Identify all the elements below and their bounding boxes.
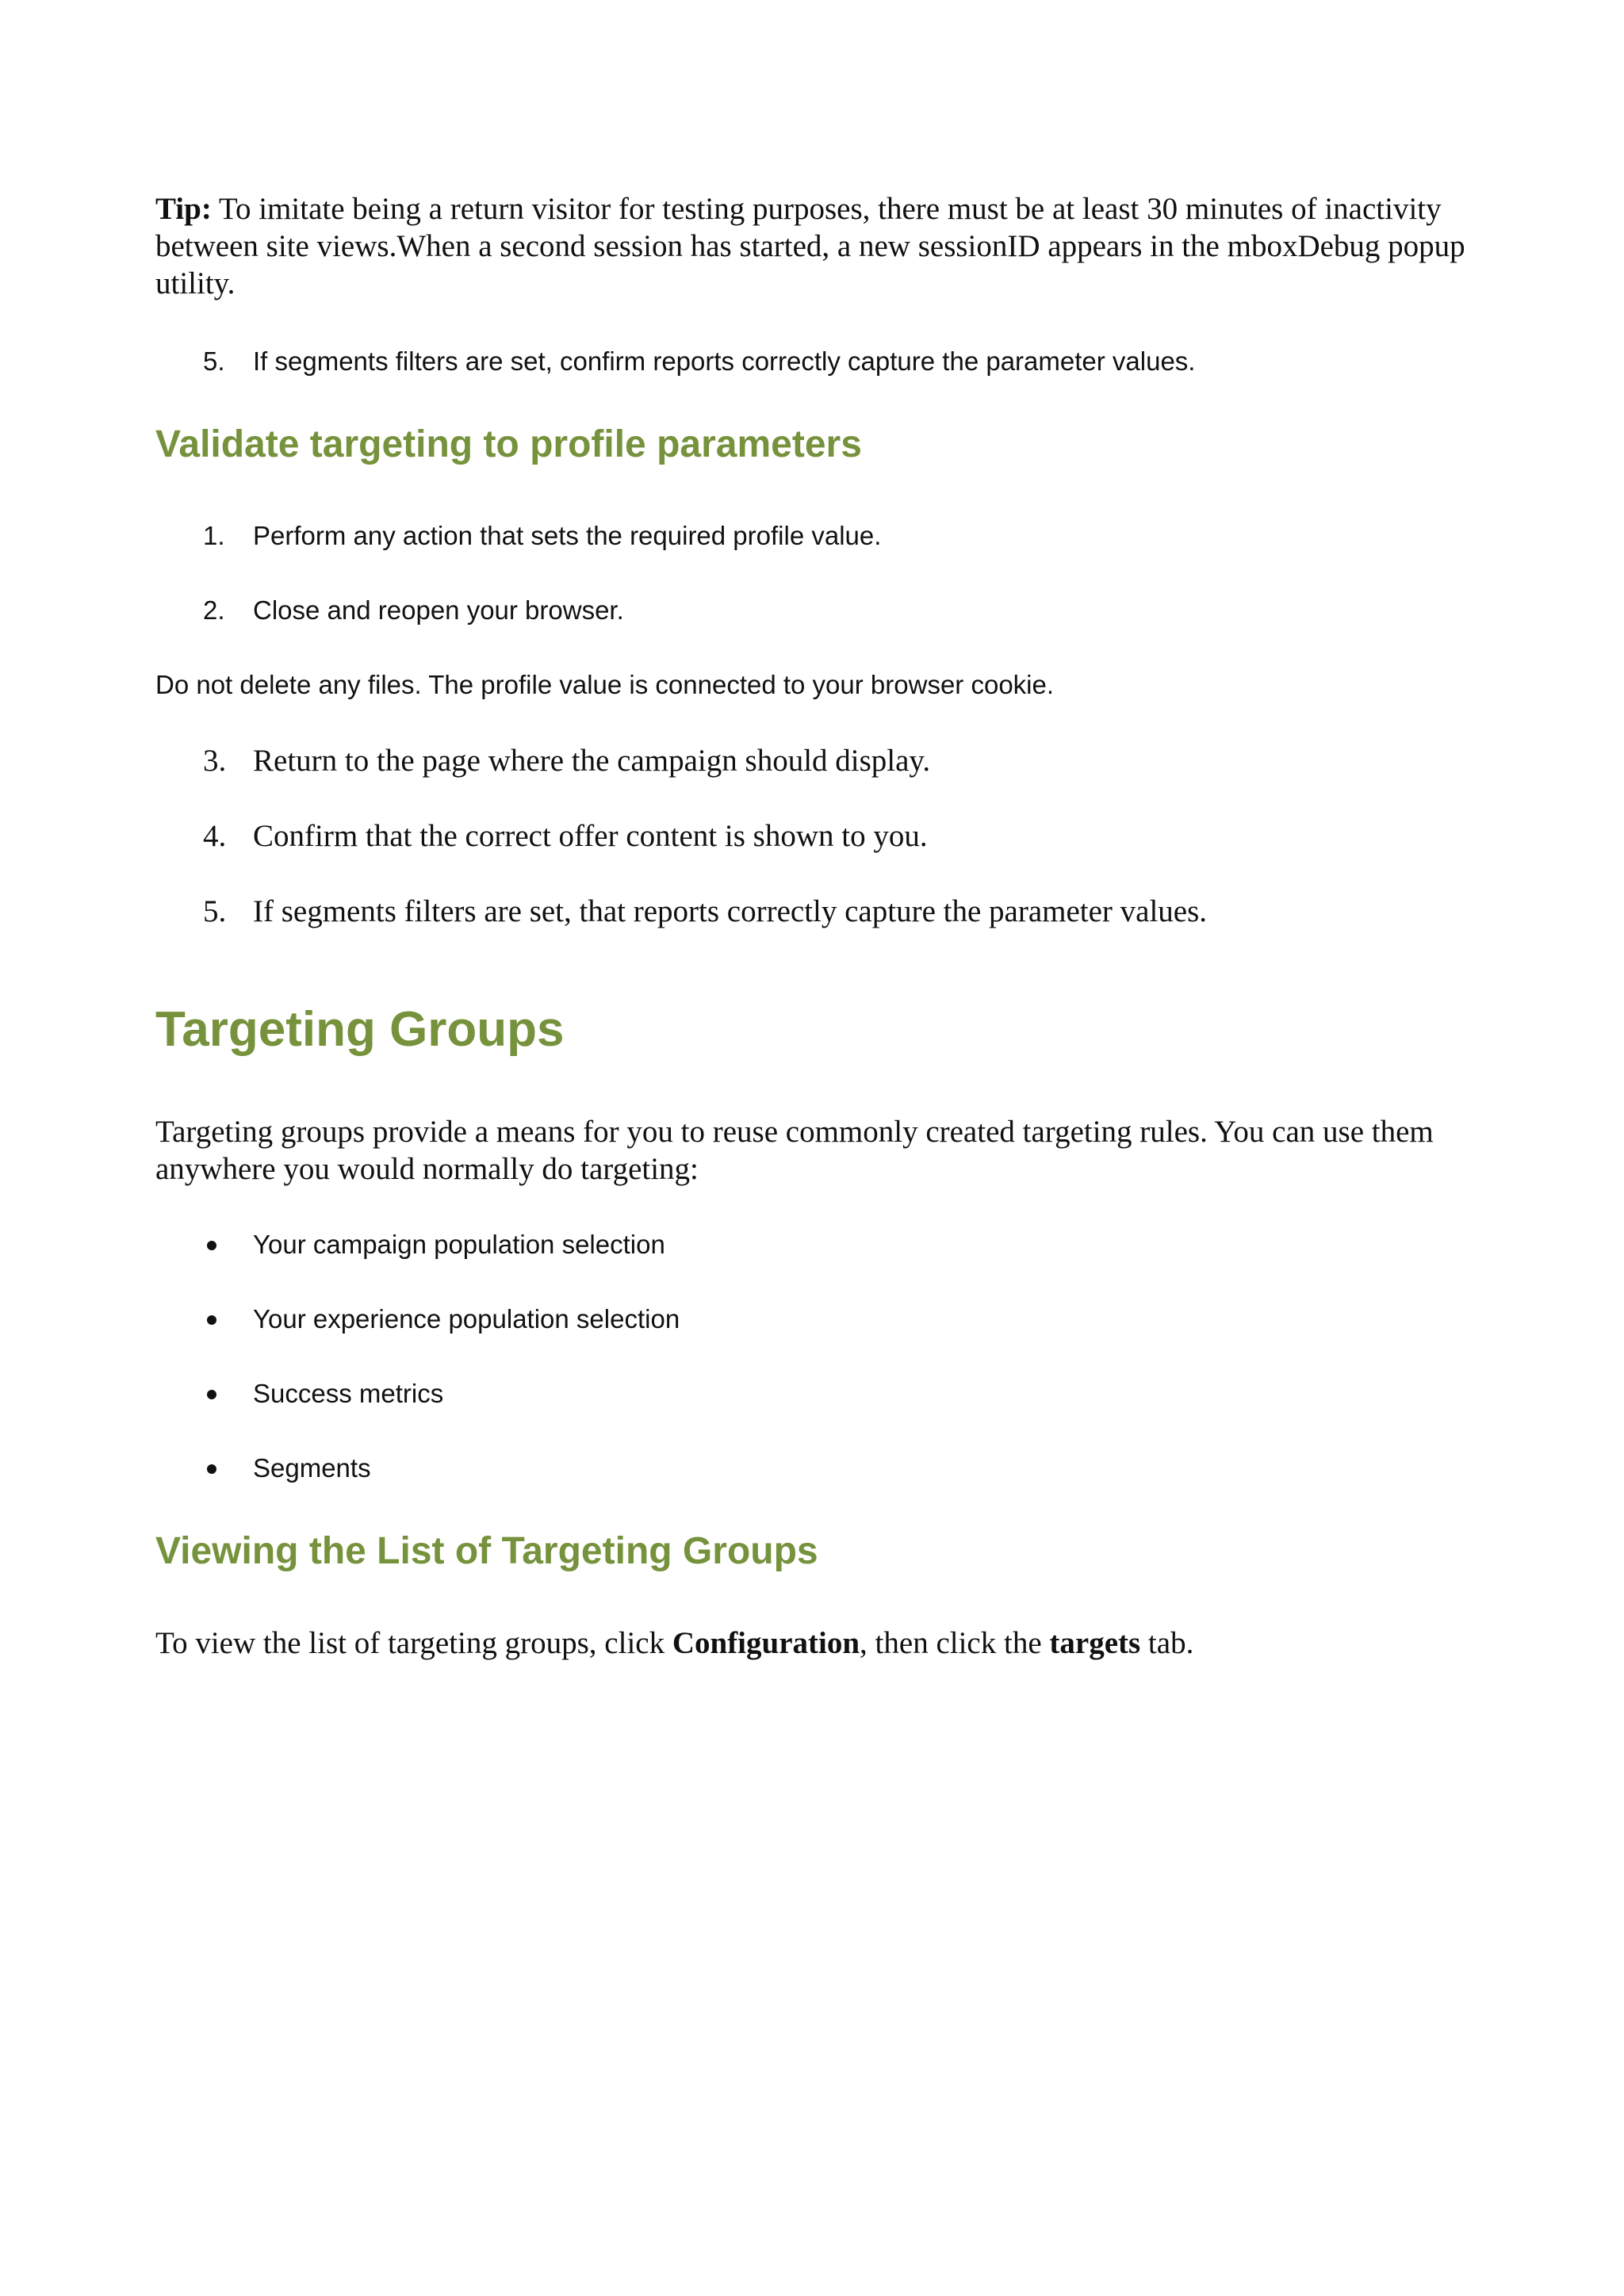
- bullet-icon: [207, 1390, 216, 1399]
- bullet-item: [0, 1229, 1624, 1264]
- targets-term: targets: [1049, 1626, 1141, 1660]
- bullet-icon: [207, 1315, 216, 1325]
- view-instructions-paragraph: [155, 1624, 1193, 1662]
- list-item: [0, 817, 1624, 859]
- bullet-text: Segments: [253, 1453, 371, 1483]
- list-item-text: If segments filters are set, that reports correctly capture the parameter values.: [253, 894, 1208, 928]
- bullet-icon: [207, 1241, 216, 1250]
- list-item-number: 1.: [203, 521, 225, 550]
- tip-text: To imitate being a return visitor for testing purposes, there must be at least 30 minutes of inactivity between site views.When a second session has started, a new sessionID appears in the mboxDebug popup utility.: [155, 192, 1465, 300]
- section-heading-validate: Validate targeting to profile parameters: [155, 423, 862, 465]
- bullet-item: [0, 1452, 1624, 1487]
- list-item: [0, 595, 1624, 629]
- view-text-middle: , then click the: [860, 1626, 1050, 1660]
- list-item: [0, 520, 1624, 555]
- section-heading-viewing-list: Viewing the List of Targeting Groups: [155, 1530, 818, 1572]
- view-text-after: tab.: [1140, 1626, 1194, 1660]
- list-item: [0, 742, 1624, 783]
- section-heading-targeting-groups: Targeting Groups: [155, 1002, 565, 1057]
- list-item-text: Confirm that the correct offer content is shown to you.: [253, 819, 928, 853]
- list-item-number: 2.: [203, 595, 225, 625]
- list-item: [0, 893, 1624, 934]
- bullet-text: Your experience population selection: [253, 1304, 680, 1334]
- bullet-item: [0, 1378, 1624, 1413]
- configuration-term: Configuration: [672, 1626, 860, 1660]
- list-item: [0, 346, 1624, 381]
- bullet-icon: [207, 1464, 216, 1474]
- list-item-number: 5.: [203, 894, 227, 928]
- note-text: Do not delete any files. The profile value is connected to your browser cookie.: [155, 670, 1055, 699]
- list-item-number: 4.: [203, 819, 227, 853]
- bullet-text: Your campaign population selection: [253, 1230, 665, 1259]
- list-item-text: Perform any action that sets the required profile value.: [253, 521, 882, 550]
- list-item-number: 5.: [203, 346, 225, 376]
- intro-paragraph: Targeting groups provide a means for you to reuse commonly created targeting rules. You can use them anywhere you would normally do targeting:: [155, 1115, 1434, 1186]
- list-item-text: Close and reopen your browser.: [253, 595, 624, 625]
- list-item-text: Return to the page where the campaign should display.: [253, 744, 931, 778]
- list-item-number: 3.: [203, 744, 227, 778]
- tip-label: Tip:: [155, 192, 212, 226]
- list-item-text: If segments filters are set, confirm reports correctly capture the parameter values.: [253, 346, 1196, 376]
- bullet-item: [0, 1303, 1624, 1338]
- view-text-before: To view the list of targeting groups, click: [155, 1626, 672, 1660]
- tip-paragraph: [155, 190, 1488, 302]
- bullet-text: Success metrics: [253, 1379, 444, 1408]
